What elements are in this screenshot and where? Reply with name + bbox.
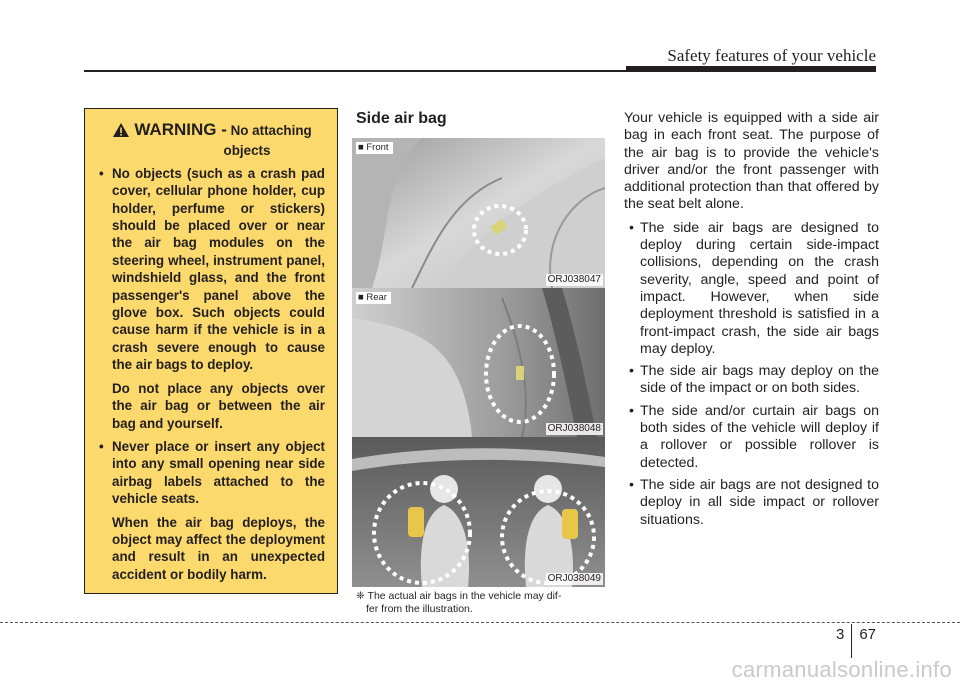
bullet: • — [629, 476, 634, 493]
section-title: Side air bag — [356, 110, 447, 127]
warning-subject-line2: objects — [223, 143, 271, 159]
bullet: • — [629, 219, 634, 236]
warning-paragraph: When the air bag deploys, the object may affect the deployment and result in an unexpected accident or bodily harm. — [112, 514, 325, 582]
body-bullet-list — [624, 220, 879, 529]
intro-paragraph: Your vehicle is equipped with a side air bag in each front seat. The purpose of the air bag is to provide the vehicle's driver and/or the front passenger with additional protection than that offered by the seat belt alone. — [624, 110, 879, 213]
warning-heading — [99, 121, 325, 160]
figure-rear-seat — [352, 288, 605, 437]
footer-rule — [0, 622, 960, 623]
warning-triangle-icon — [112, 122, 130, 142]
footnote-line2: fer from the illustration. — [366, 603, 473, 615]
list-item-text: The side air bags are designed to deploy during certain side-impact collisions, depending on the crash severity, angle, speed and point of impact. However, when side deployment threshold is satisfied in a front-impact crash, the side air bags may deploy. — [640, 219, 879, 357]
warning-item — [99, 438, 325, 583]
bullet: • — [629, 363, 634, 380]
figure-code: ORJ038049 — [547, 573, 601, 584]
figure-label: ■ Rear — [356, 292, 391, 304]
page-header-title: Safety features of your vehicle — [667, 46, 876, 65]
list-item — [624, 363, 879, 398]
list-item-text: The side and/or curtain air bags on both sides of the vehicle will deploy if a rollover or possible rollover is detected. — [640, 402, 879, 471]
bullet: • — [629, 402, 634, 419]
rear-seat-illustration — [352, 288, 605, 437]
warning-paragraph: Do not place any objects over the air bag or between the air bag and yourself. — [112, 380, 325, 431]
bullet: • — [99, 438, 104, 454]
warning-list — [99, 165, 325, 583]
chapter-number: 3 — [835, 626, 845, 643]
cabin-airbag-illustration — [352, 437, 605, 587]
body-text — [624, 110, 879, 534]
front-seat-illustration — [352, 138, 605, 288]
figure-code: ORJ038048 — [547, 423, 601, 434]
footnote-symbol: ❈ — [356, 590, 365, 602]
header-rule-accent — [626, 66, 876, 72]
warning-label: WARNING - — [134, 120, 227, 139]
footnote-line1: The actual air bags in the vehicle may dif- — [367, 590, 562, 602]
page-number-value: 67 — [859, 626, 876, 643]
figure-footnote — [356, 590, 606, 616]
figure-code: ORJ038047 — [547, 274, 601, 285]
bullet: • — [99, 165, 104, 181]
list-item — [624, 477, 879, 529]
list-item-text: The side air bags are not designed to deploy in all side impact or rollover situations. — [640, 476, 879, 528]
list-item-text: The side air bags may deploy on the side of the impact or on both sides. — [640, 363, 879, 397]
warning-paragraph: Never place or insert any object into any small opening near side airbag labels attached to the vehicle seats. — [112, 438, 325, 507]
figure-label: ■ Front — [356, 142, 393, 154]
page-number — [836, 626, 876, 658]
warning-subject-line1: No attaching — [230, 123, 312, 138]
watermark: carmanualsonline.info — [731, 657, 952, 682]
list-item — [624, 403, 879, 472]
list-item — [624, 220, 879, 358]
page-number-divider — [851, 624, 852, 658]
warning-paragraph: No objects (such as a crash pad cover, cellular phone holder, cup holder, perfume or stickers) should be placed over or near the air bag modules on the steering wheel, instrument panel, windshield glass, and the front passenger's panel above the glove box. Such objects could cause harm if the vehicle is in a crash severe enough to cause the air bags to deploy. — [112, 165, 325, 373]
warning-box — [84, 108, 338, 594]
figure-front-seat — [352, 138, 605, 288]
warning-item — [99, 165, 325, 432]
figure-cabin — [352, 437, 605, 587]
